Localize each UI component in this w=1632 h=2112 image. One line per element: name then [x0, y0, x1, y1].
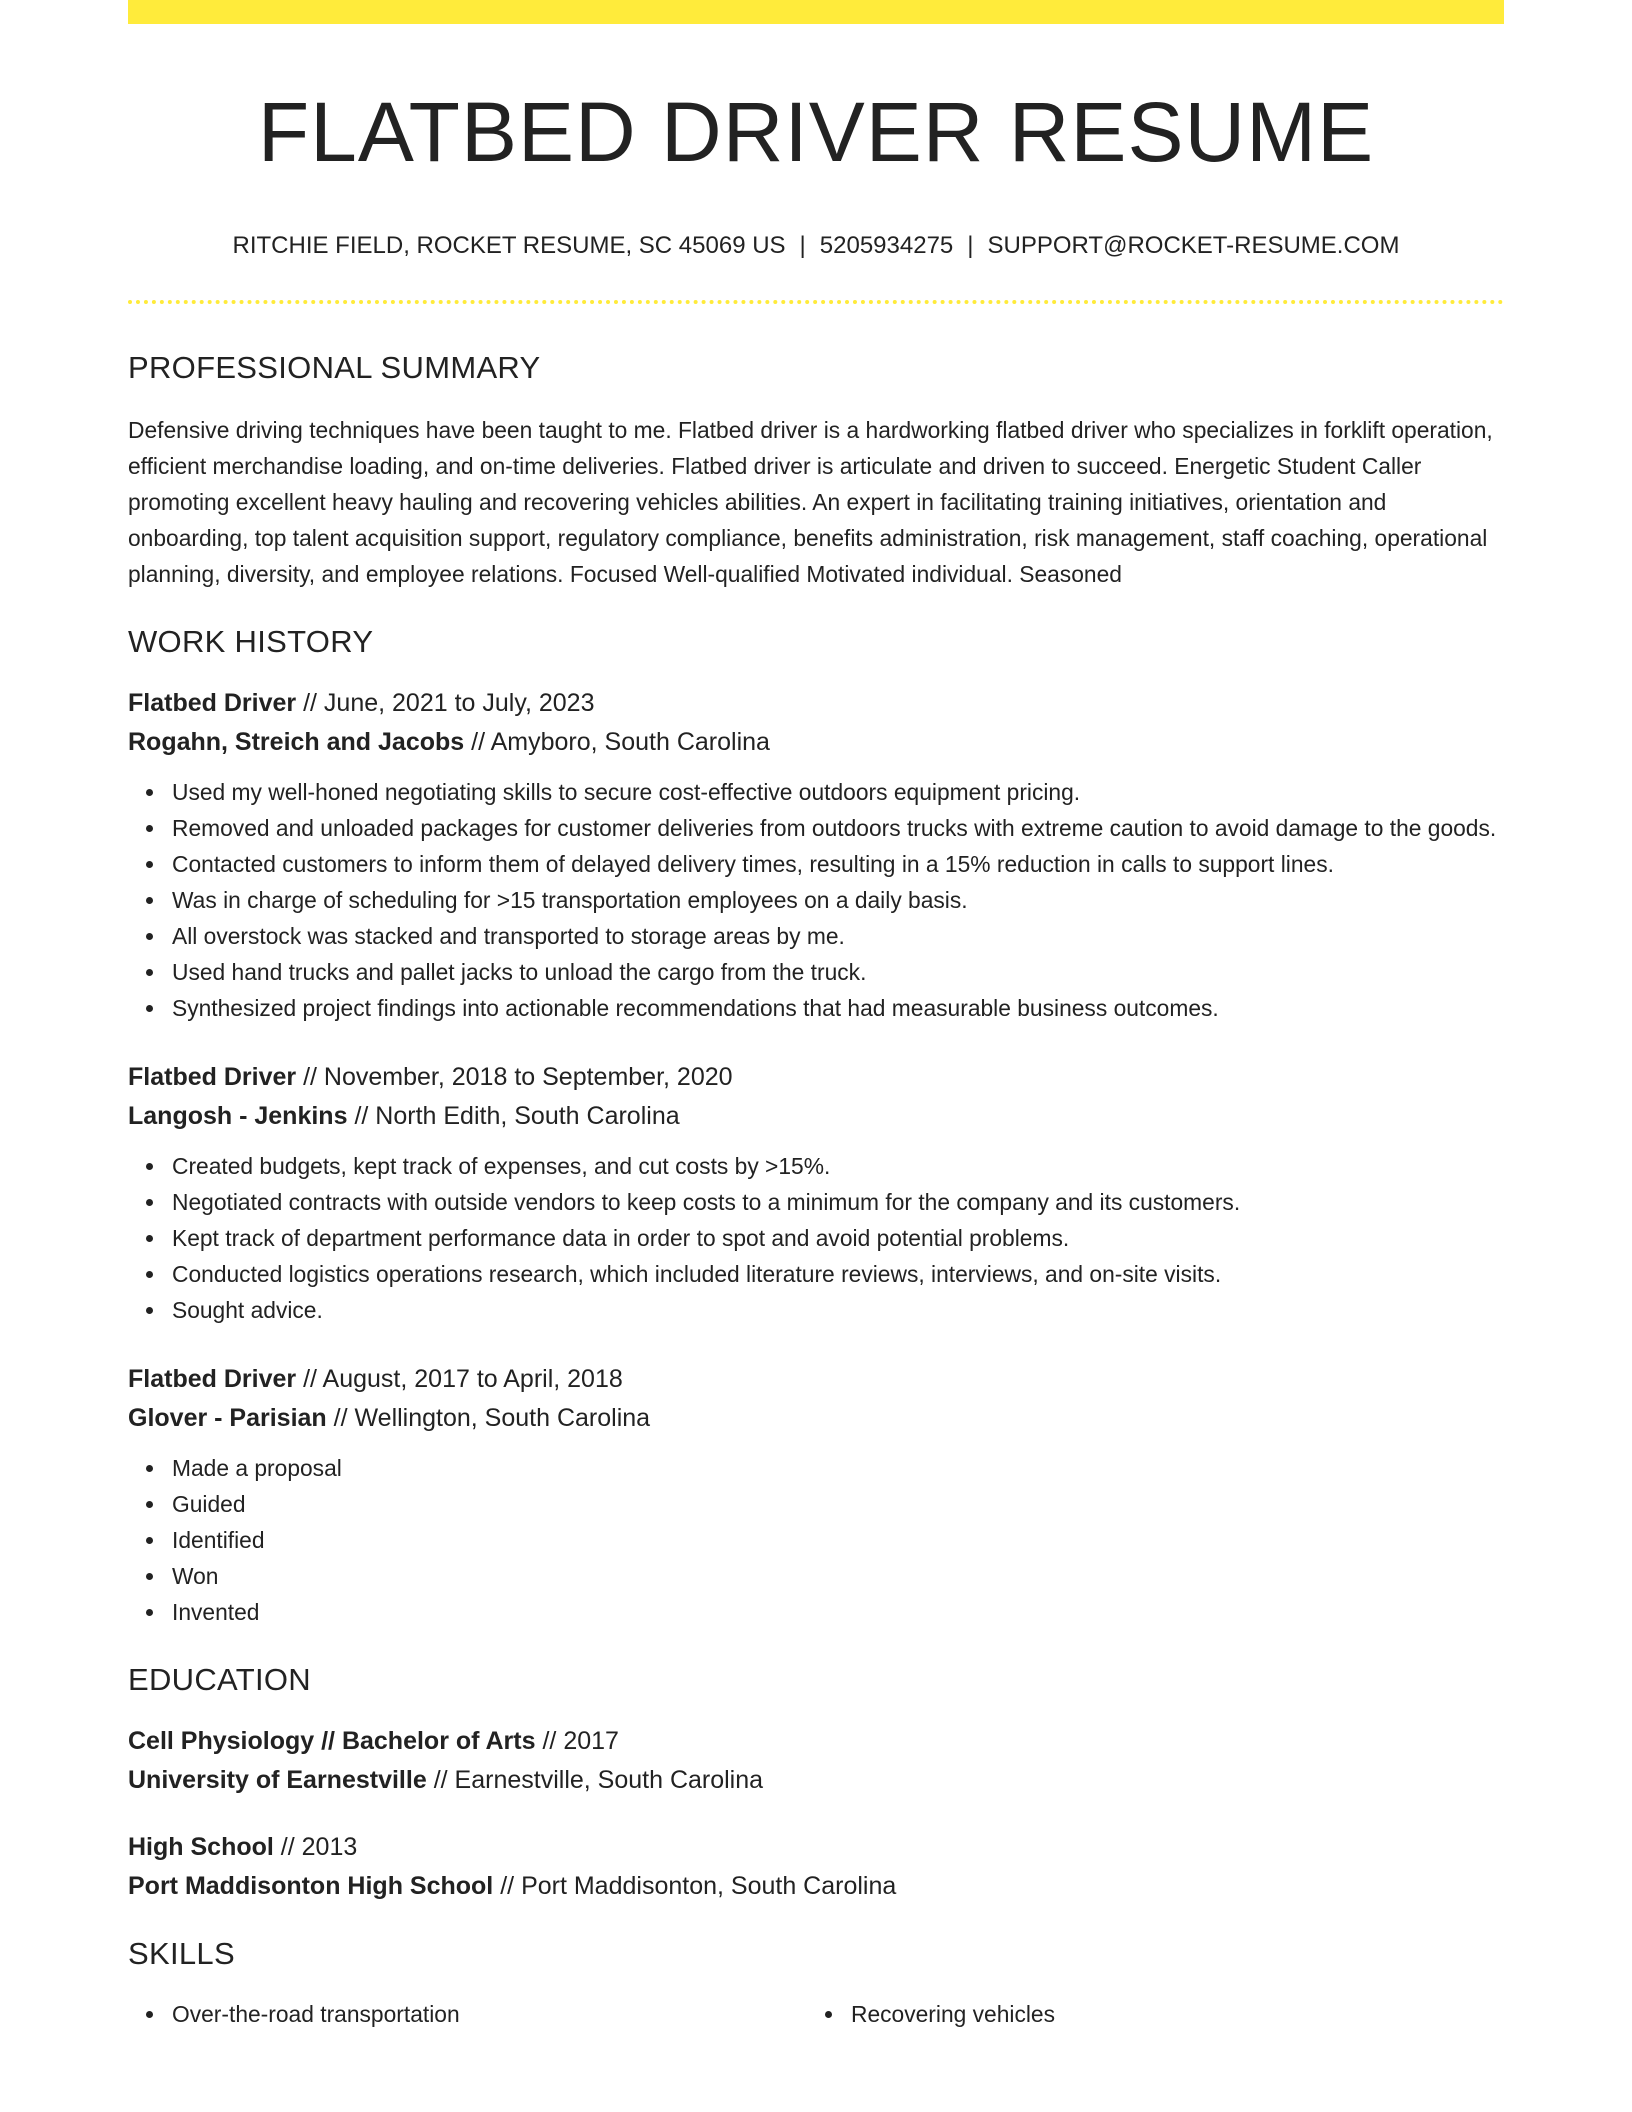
- list-item: Made a proposal: [172, 1450, 1504, 1486]
- list-item: Used hand trucks and pallet jacks to unload the cargo from the truck.: [172, 954, 1504, 990]
- skills-grid: [128, 1996, 1504, 2032]
- job-dates: August, 2017 to April, 2018: [322, 1365, 623, 1393]
- list-item: Removed and unloaded packages for customer deliveries from outdoors trucks with extreme caution to avoid damage to the goods.: [172, 810, 1504, 846]
- education-degree-line: [128, 1722, 1504, 1761]
- section-heading-education: EDUCATION: [128, 1662, 311, 1697]
- job-company-line: [128, 723, 1504, 762]
- job-company-line: [128, 1399, 1504, 1438]
- job-company: Rogahn, Streich and Jacobs: [128, 728, 465, 756]
- delimiter: //: [542, 1727, 557, 1755]
- education-school: Port Maddisonton High School: [128, 1872, 494, 1900]
- job-title: Flatbed Driver: [128, 1365, 297, 1393]
- education-year: 2013: [301, 1833, 358, 1861]
- contact-phone: 5205934275: [819, 232, 954, 259]
- list-item: All overstock was stacked and transported to storage areas by me.: [172, 918, 1504, 954]
- section-heading-work-history: WORK HISTORY: [128, 624, 374, 659]
- job-company: Langosh - Jenkins: [128, 1102, 348, 1130]
- education-degree-line: [128, 1828, 1504, 1867]
- contact-line: [128, 230, 1504, 262]
- list-item: Identified: [172, 1522, 1504, 1558]
- delimiter: //: [333, 1404, 348, 1432]
- job-company: Glover - Parisian: [128, 1404, 327, 1432]
- list-item: Synthesized project findings into actionable recommendations that had measurable business outcomes.: [172, 990, 1504, 1026]
- job-location: Amyboro, South Carolina: [490, 728, 770, 756]
- list-item: Kept track of department performance data in order to spot and avoid potential problems.: [172, 1220, 1504, 1256]
- job-entry: [128, 1058, 1504, 1328]
- delimiter: //: [433, 1766, 448, 1794]
- education-school-line: [128, 1761, 1504, 1800]
- skills-column-right: [807, 1996, 1486, 2032]
- page-title: FLATBED DRIVER RESUME: [257, 85, 1375, 179]
- job-bullet-list: [128, 774, 1504, 1026]
- job-title-line: [128, 1360, 1504, 1399]
- list-item: Recovering vehicles: [851, 1996, 1486, 2032]
- list-item: Created budgets, kept track of expenses, and cut costs by >15%.: [172, 1148, 1504, 1184]
- education-entry: [128, 1722, 1504, 1800]
- education-location: Port Maddisonton, South Carolina: [521, 1872, 897, 1900]
- job-entry: [128, 1360, 1504, 1630]
- contact-address: RITCHIE FIELD, ROCKET RESUME, SC 45069 US: [232, 232, 786, 259]
- job-bullet-list: [128, 1450, 1504, 1630]
- education-degree: High School: [128, 1833, 274, 1861]
- delimiter: //: [303, 1063, 317, 1091]
- job-title: Flatbed Driver: [128, 689, 297, 717]
- list-item: Contacted customers to inform them of delayed delivery times, resulting in a 15% reduction in calls to support lines.: [172, 846, 1504, 882]
- job-entry: [128, 684, 1504, 1026]
- education-location: Earnestville, South Carolina: [454, 1766, 764, 1794]
- skills-list: [807, 1996, 1486, 2032]
- resume-page: [128, 0, 1504, 2032]
- education-school-line: [128, 1867, 1504, 1906]
- job-title: Flatbed Driver: [128, 1063, 297, 1091]
- job-bullet-list: [128, 1148, 1504, 1328]
- skills-column-left: [128, 1996, 807, 2032]
- list-item: Over-the-road transportation: [172, 1996, 807, 2032]
- education-entry: [128, 1828, 1504, 1906]
- section-heading-summary: PROFESSIONAL SUMMARY: [128, 350, 541, 385]
- list-item: Won: [172, 1558, 1504, 1594]
- section-heading-skills: SKILLS: [128, 1936, 235, 1971]
- education-degree: Cell Physiology // Bachelor of Arts: [128, 1727, 536, 1755]
- list-item: Was in charge of scheduling for >15 transportation employees on a daily basis.: [172, 882, 1504, 918]
- contact-separator: |: [799, 232, 806, 259]
- list-item: Invented: [172, 1594, 1504, 1630]
- job-title-line: [128, 684, 1504, 723]
- job-title-line: [128, 1058, 1504, 1097]
- delimiter: //: [303, 689, 317, 717]
- delimiter: //: [354, 1102, 369, 1130]
- delimiter: //: [280, 1833, 295, 1861]
- list-item: Negotiated contracts with outside vendors to keep costs to a minimum for the company and its customers.: [172, 1184, 1504, 1220]
- delimiter: //: [471, 728, 486, 756]
- contact-separator: |: [967, 232, 974, 259]
- job-location: North Edith, South Carolina: [375, 1102, 680, 1130]
- header-divider: [128, 300, 1504, 304]
- list-item: Guided: [172, 1486, 1504, 1522]
- education-year: 2017: [563, 1727, 619, 1755]
- list-item: Used my well-honed negotiating skills to secure cost-effective outdoors equipment pricing.: [172, 774, 1504, 810]
- education-school: University of Earnestville: [128, 1766, 427, 1794]
- list-item: Sought advice.: [172, 1292, 1504, 1328]
- skills-list: [128, 1996, 807, 2032]
- delimiter: //: [500, 1872, 515, 1900]
- summary-text: Defensive driving techniques have been taught to me. Flatbed driver is a hardworking flatbed driver who specializes in forklift operation, efficient merchandise loading, and on-time deliveries. Flatbed driver is articulate and driven to succeed. Energetic Student Caller promoting excellent heavy hauling and recovering vehicles abilities. An expert in facilitating training initiatives, orientation and onboarding, top talent acquisition support, regulatory compliance, benefits administration, risk management, staff coaching, operational planning, diversity, and employee relations. Focused Well-qualified Motivated individual. Seasoned: [128, 417, 1493, 587]
- job-location: Wellington, South Carolina: [354, 1404, 651, 1432]
- job-company-line: [128, 1097, 1504, 1136]
- job-dates: November, 2018 to September, 2020: [323, 1063, 733, 1091]
- contact-email: SUPPORT@ROCKET-RESUME.COM: [987, 232, 1400, 259]
- delimiter: //: [303, 1365, 317, 1393]
- list-item: Conducted logistics operations research, which included literature reviews, interviews, and on-site visits.: [172, 1256, 1504, 1292]
- accent-top-bar: [128, 0, 1504, 24]
- job-dates: June, 2021 to July, 2023: [323, 689, 595, 717]
